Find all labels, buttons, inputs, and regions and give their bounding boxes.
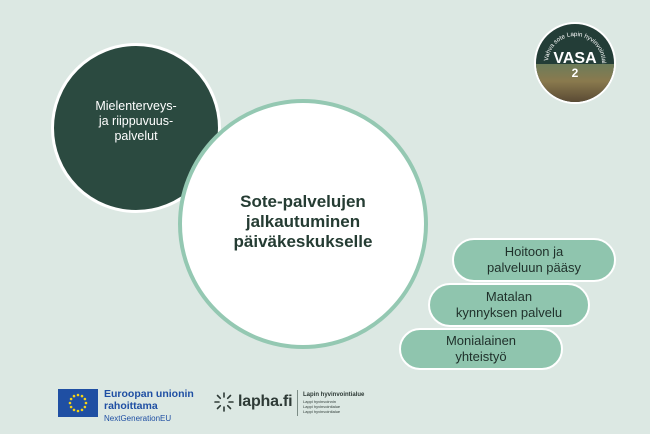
- footer-divider: [297, 390, 298, 416]
- lapha-subtitle-line: Lappi hyvinvoinnin: [303, 399, 336, 404]
- lapha-name: lapha.fi: [238, 393, 293, 410]
- lapha-subtitle-line: Lappi hyvinvointialue: [303, 409, 341, 414]
- pill-multidisciplinary-cooperation: Monialainen yhteistyö: [399, 328, 563, 370]
- lapha-sun-icon: [212, 390, 236, 414]
- main-topic-title: Sote-palvelujen jalkautuminen päiväkeskukselle: [233, 192, 373, 251]
- eu-funding-text: [104, 388, 194, 424]
- eu-funding-line1: Euroopan unionin: [104, 388, 194, 400]
- eu-funding-line3: NextGenerationEU: [104, 414, 172, 423]
- pill-access-to-care: Hoitoon ja palveluun pääsy: [452, 238, 616, 282]
- badge-arc-label: Vahva sote Lapin hyvinvointial: [543, 30, 608, 64]
- main-topic-circle: [178, 99, 428, 349]
- lapha-subtitle-title: Lapin hyvinvointialue: [303, 392, 365, 398]
- pill-low-threshold-service: Matalan kynnyksen palvelu: [428, 283, 590, 327]
- vasa-badge-logo: [534, 22, 616, 104]
- eu-funding-line2: rahoittama: [104, 400, 158, 412]
- badge-title: VASA: [553, 50, 597, 67]
- mental-health-services-label: Mielenterveys- ja riippuvuus- palvelut: [95, 98, 177, 143]
- badge-number: 2: [571, 66, 579, 80]
- lapha-subtitle: [303, 391, 364, 414]
- eu-flag-icon: [58, 389, 98, 417]
- lapha-subtitle-line: Lappi hyvinvointialue: [303, 404, 341, 409]
